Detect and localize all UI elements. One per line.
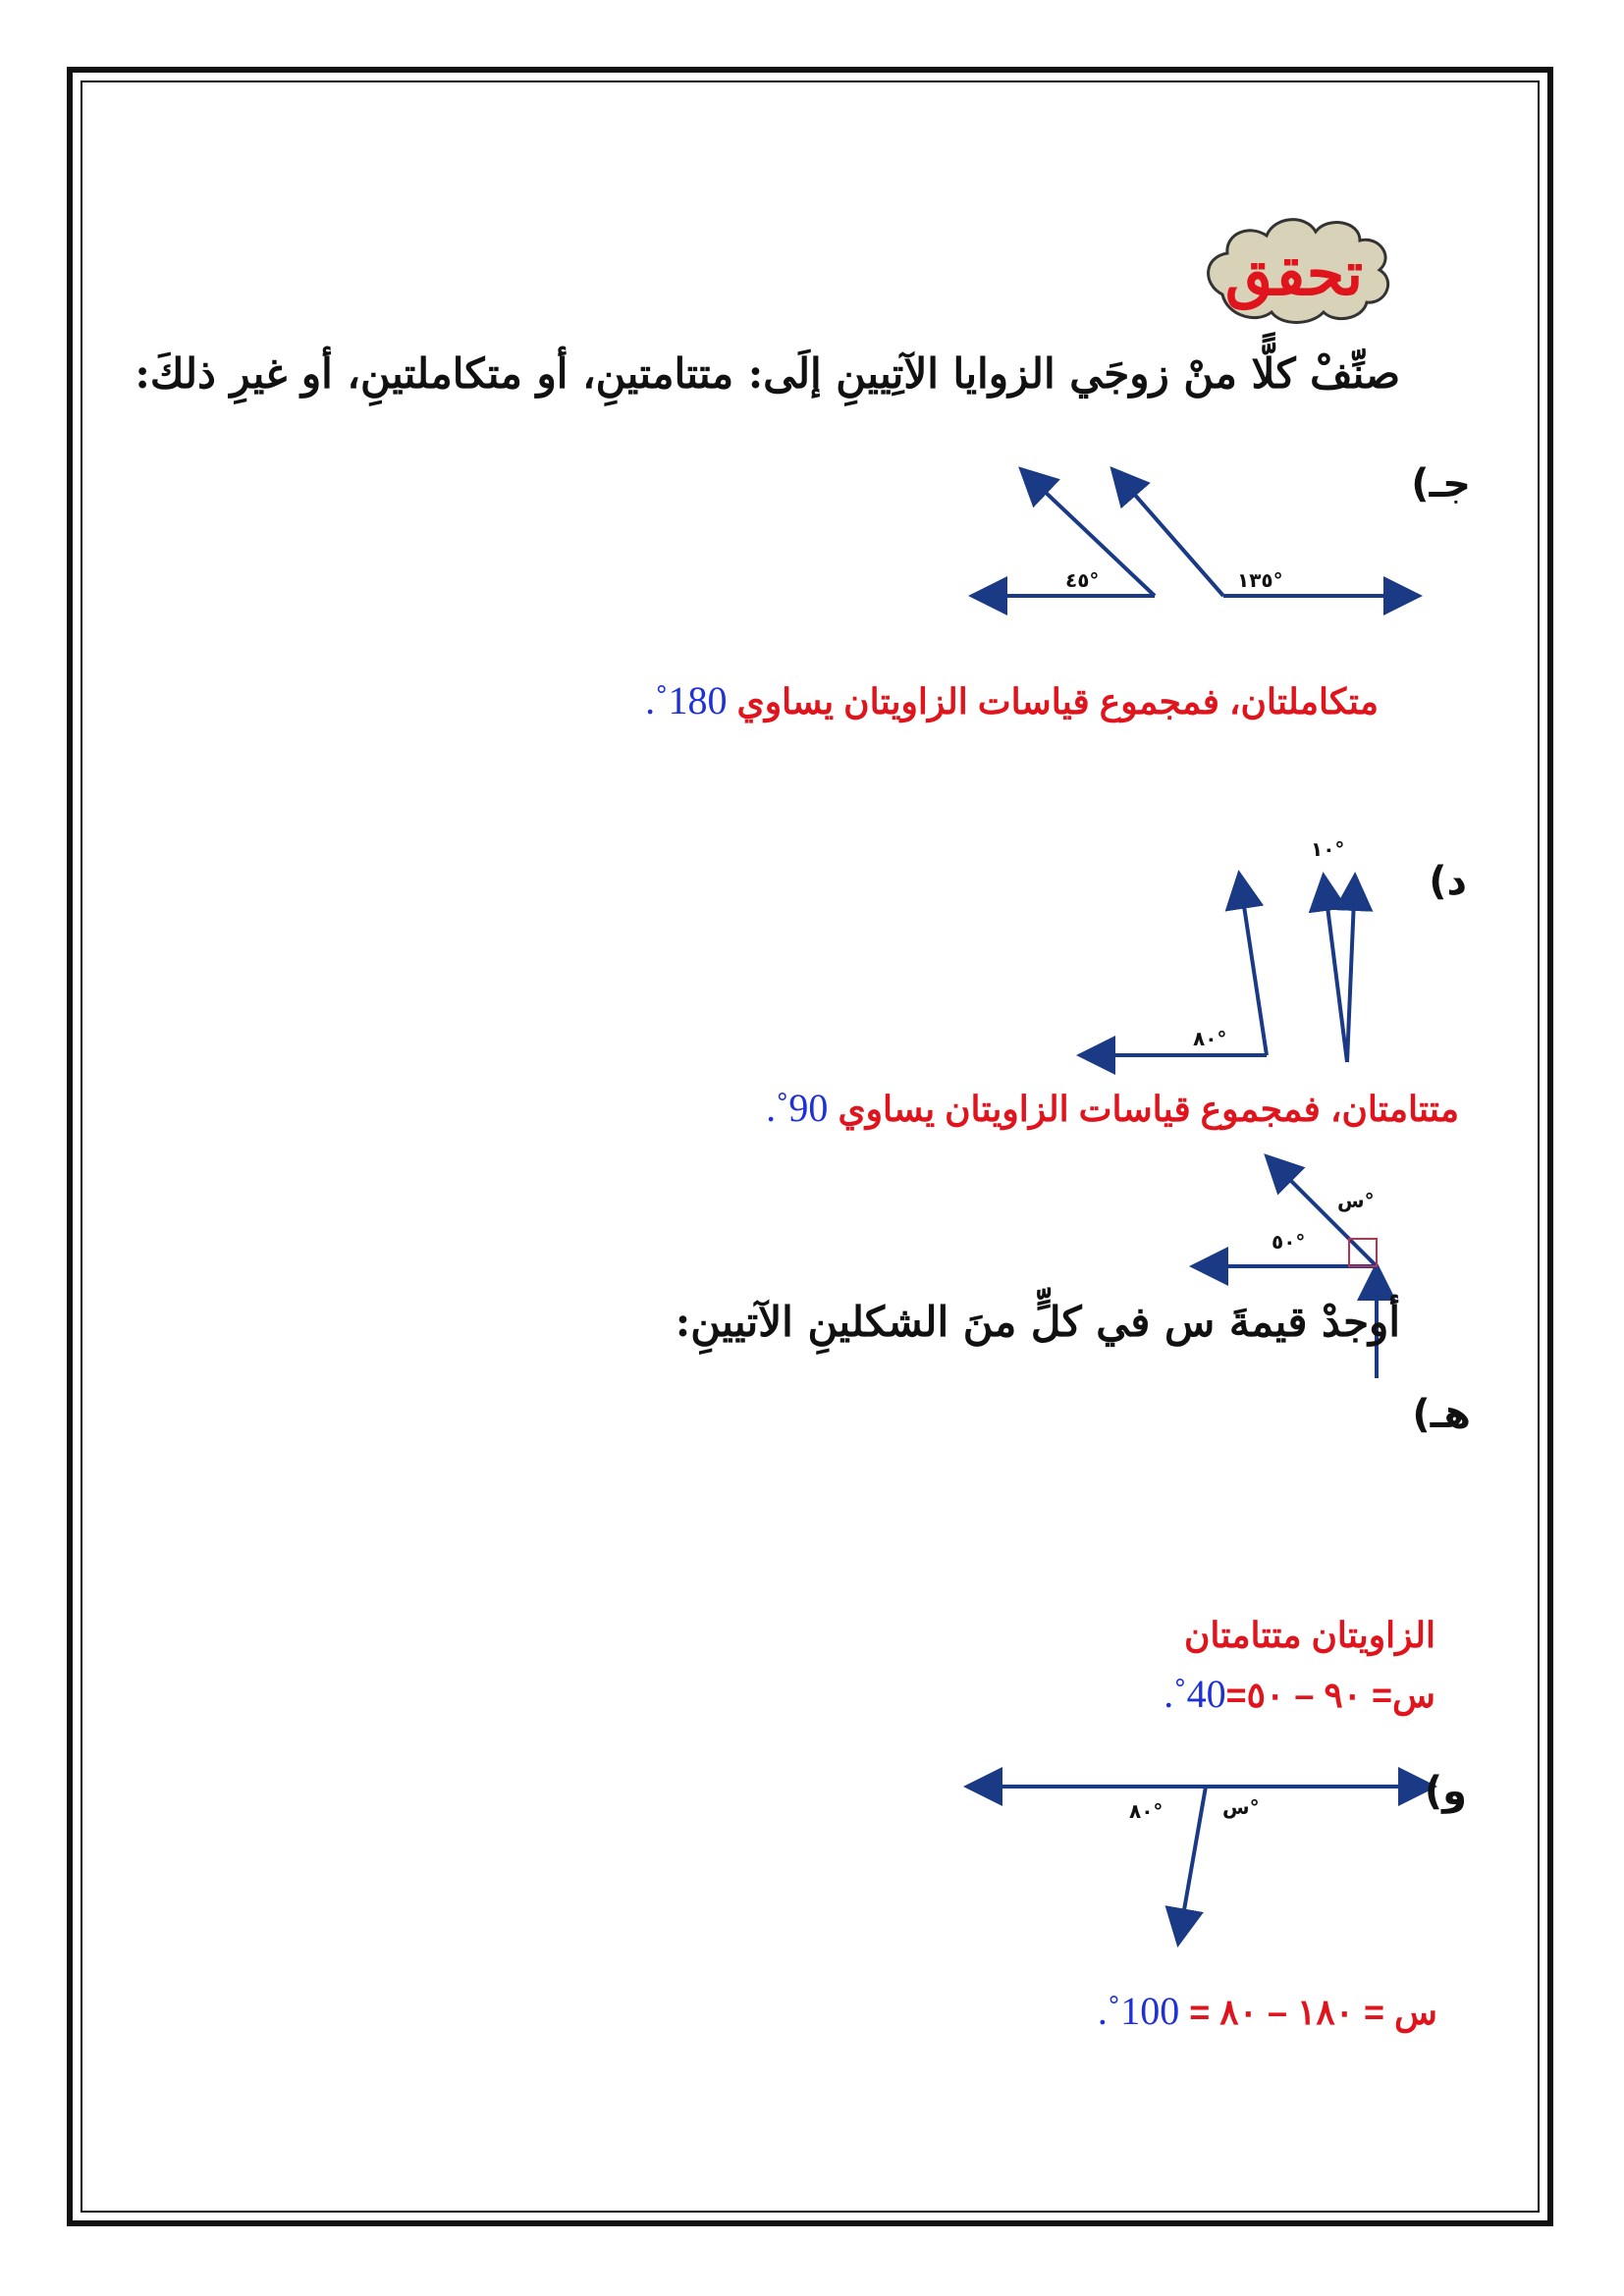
classify-instruction: صنِّفْ كلًّا منْ زوجَي الزوايا الآتِيينِ إلَى: متتامتينِ، أو متكاملتينِ، أو غيرِ ذلكَ:	[135, 349, 1400, 398]
ray	[1178, 1787, 1206, 1944]
problem-d-label: د)	[1429, 859, 1467, 904]
answer-value: 90˚.	[766, 1086, 829, 1130]
problem-f-answer	[1098, 1988, 1437, 2034]
ray	[1112, 469, 1223, 596]
answer-text: س= ٩٠ – ٥٠=	[1225, 1675, 1435, 1715]
ray	[1239, 874, 1267, 1055]
diagram-f	[967, 1787, 1434, 1944]
answer-text: متتامتان، فمجموع قياسات الزاويتان يساوي	[838, 1089, 1459, 1129]
diagram-c	[972, 469, 1419, 596]
angle-label-135: ١٣٥°	[1237, 568, 1283, 592]
angle-label-80-f: ٨٠°	[1129, 1799, 1164, 1823]
problem-c-label: جـ)	[1411, 461, 1471, 507]
problem-e-answer-line2	[1164, 1671, 1435, 1717]
badge-text: تحقق	[1224, 238, 1364, 309]
angle-label-50: ٥٠°	[1272, 1230, 1306, 1254]
ray	[1347, 876, 1355, 1062]
answer-value: 40˚.	[1164, 1672, 1226, 1716]
problem-d-answer	[766, 1085, 1459, 1131]
answer-text: س = ١٨٠ – ٨٠ =	[1189, 1992, 1437, 2032]
angle-label-45: ٤٥°	[1065, 568, 1100, 592]
problem-e-label: هـ)	[1412, 1392, 1471, 1437]
answer-value: 100˚.	[1097, 1989, 1180, 2033]
problem-e-answer-line1: الزاويتان متتامتان	[1183, 1615, 1435, 1655]
cloud-badge	[1209, 220, 1388, 323]
angle-label-80: ٨٠°	[1193, 1027, 1227, 1050]
problem-f-label: و)	[1424, 1769, 1467, 1814]
problem-c-answer	[645, 677, 1379, 723]
angle-label-10: ١٠°	[1311, 837, 1345, 861]
angle-label-x: س°	[1337, 1189, 1375, 1212]
ray	[1324, 876, 1347, 1062]
angle-label-x-f: س°	[1222, 1795, 1260, 1819]
find-x-instruction: أوجدْ قيمةَ س في كلٍّ منَ الشكلينِ الآتيينِ:	[675, 1298, 1400, 1346]
answer-text: متكاملتان، فمجموع قياسات الزاويتان يساوي	[736, 681, 1379, 721]
answer-value: 180˚.	[645, 678, 728, 722]
